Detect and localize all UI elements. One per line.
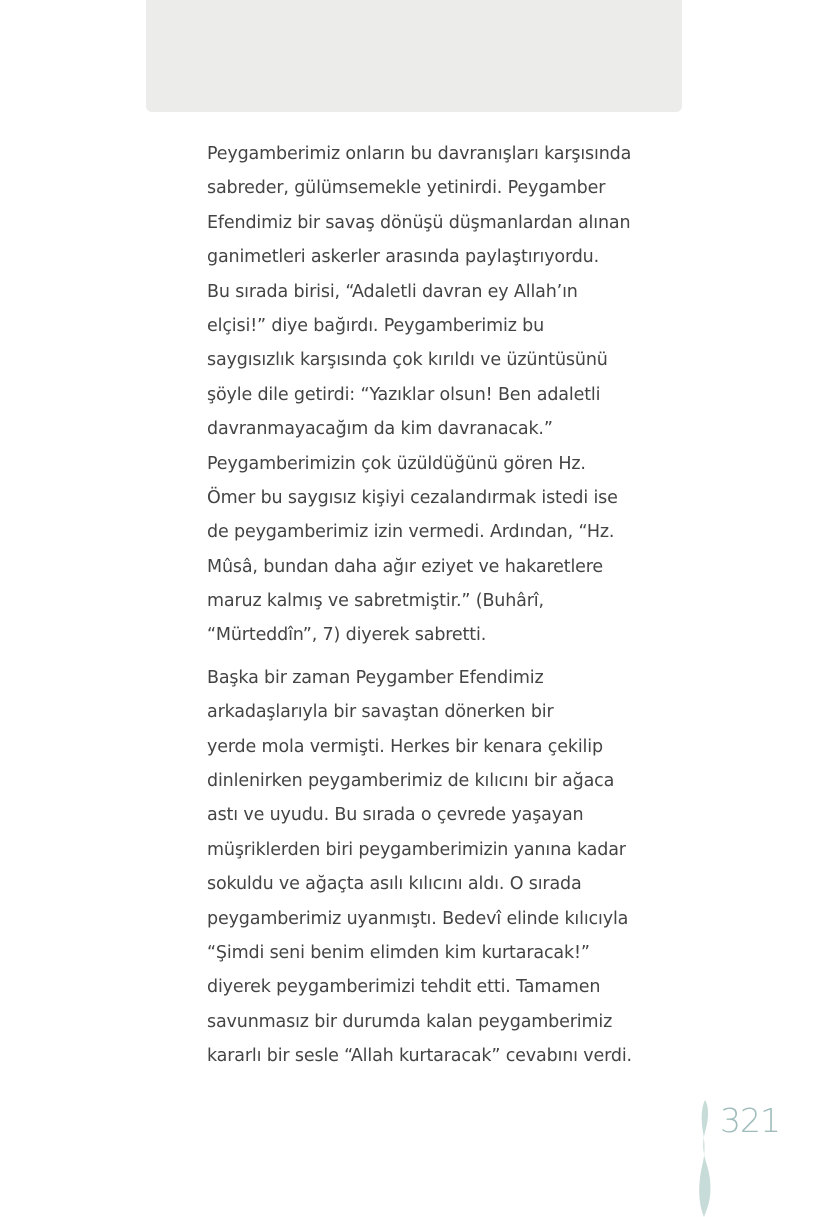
text-line: yerde mola vermişti. Herkes bir kenara çekilip bbox=[207, 736, 603, 757]
text-line: maruz kalmış ve sabretmiştir.” (Buhârî, bbox=[207, 591, 544, 612]
text-line: diyerek peygamberimizi tehdit etti. Tamamen bbox=[207, 977, 601, 998]
text-line: Bu sırada birisi, “Adaletli davran ey Allah’ın bbox=[207, 281, 578, 302]
text-line: şöyle dile getirdi: “Yazıklar olsun! Ben adaletli bbox=[207, 384, 601, 405]
text-line: Mûsâ, bundan daha ağır eziyet ve hakaretlere bbox=[207, 556, 604, 577]
text-line: ganimetleri askerler arasında paylaştırıyordu. bbox=[207, 247, 600, 268]
text-line: Peygamberimiz onların bu davranışları karşısında bbox=[207, 144, 632, 164]
text-line: Efendimiz bir savaş dönüşü düşmanlardan alınan bbox=[207, 212, 631, 233]
text-line: sokuldu ve ağaçta asılı kılıcını aldı. O sırada bbox=[207, 874, 582, 895]
text-line: müşriklerden biri peygamberimizin yanına kadar bbox=[207, 839, 626, 860]
page-number: 321 bbox=[720, 1101, 780, 1140]
text-line: savunmasız bir durumda kalan peygamberimiz bbox=[207, 1011, 613, 1032]
text-line: Başka bir zaman Peygamber Efendimiz bbox=[207, 667, 544, 688]
paragraph-1 bbox=[207, 137, 637, 653]
text-line: dinlenirken peygamberimiz de kılıcını bir ağaca bbox=[207, 771, 615, 792]
body-text bbox=[207, 137, 637, 1074]
text-line: Ömer bu saygısız kişiyi cezalandırmak istedi ise bbox=[207, 487, 618, 508]
text-line: saygısızlık karşısında çok kırıldı ve üzüntüsünü bbox=[207, 350, 608, 371]
paragraph-spacer bbox=[207, 653, 637, 661]
text-line: arkadaşlarıyla bir savaştan dönerken bir bbox=[207, 702, 554, 723]
text-line: de peygamberimiz izin vermedi. Ardından, “Hz. bbox=[207, 522, 615, 543]
text-line: sabreder, gülümsemekle yetinirdi. Peygamber bbox=[207, 178, 606, 199]
paragraph-2 bbox=[207, 661, 637, 1074]
header-placeholder-box bbox=[146, 0, 682, 112]
text-line: davranmayacağım da kim davranacak.” bbox=[207, 419, 553, 440]
text-line: astı ve uyudu. Bu sırada o çevrede yaşayan bbox=[207, 805, 584, 826]
page-ornament-icon bbox=[693, 1100, 723, 1217]
text-line: Peygamberimizin çok üzüldüğünü gören Hz. bbox=[207, 453, 586, 474]
text-line: elçisi!” diye bağırdı. Peygamberimiz bu bbox=[207, 315, 545, 336]
text-line: “Şimdi seni benim elimden kim kurtaracak!” bbox=[207, 942, 590, 963]
text-line: kararlı bir sesle “Allah kurtaracak” cevabını verdi. bbox=[207, 1046, 632, 1067]
text-line: peygamberimiz uyanmıştı. Bedevî elinde kılıcıyla bbox=[207, 908, 629, 929]
text-line: “Mürteddîn”, 7) diyerek sabretti. bbox=[207, 625, 487, 646]
